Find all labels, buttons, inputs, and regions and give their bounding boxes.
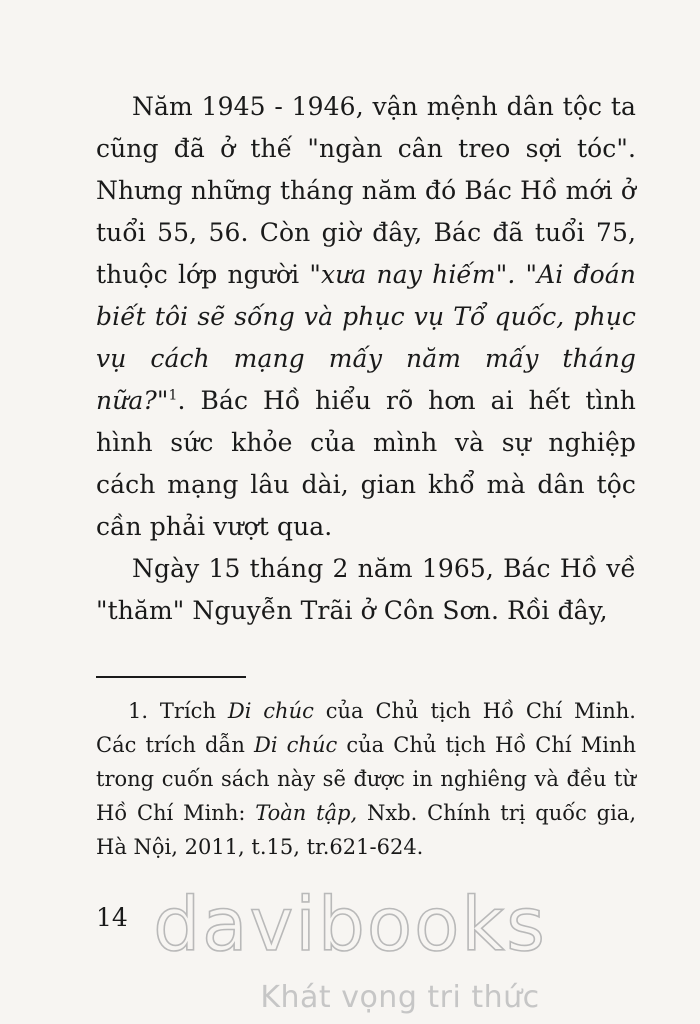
footnote-text-b: của Chủ tịch Hồ Chí Minh. Các trích dẫn	[96, 699, 636, 757]
paragraph-1-text-a: Năm 1945 - 1946, vận mệnh dân tộc ta cũng đã ở thế "ngàn cân treo sợi tóc". Nhưng những tháng năm đó Bác Hồ mới ở tuổi 55, 56. Còn giờ đây, Bác đã tuổi 75, thuộc lớp người	[96, 92, 636, 289]
footnote-italic-b: Di chúc	[254, 733, 338, 757]
footnote-text-c: của Chủ tịch Hồ Chí Minh trong cuốn sách này sẽ được in nghiêng và đều từ Hồ Chí Minh:	[96, 733, 636, 825]
paragraph-1	[96, 86, 636, 548]
main-text	[96, 86, 636, 632]
paragraph-2: Ngày 15 tháng 2 năm 1965, Bác Hồ về "thăm" Nguyễn Trãi ở Côn Sơn. Rồi đây,	[96, 554, 636, 625]
watermark-tagline: Khát vọng tri thức	[260, 980, 540, 1015]
paragraph-1-quote: "xưa nay hiếm". "Ai đoán biết tôi sẽ sống và phục vụ Tổ quốc, phục vụ cách mạng mấy năm mấy tháng nữa?"	[96, 260, 636, 415]
watermark-brand: davibooks	[153, 882, 547, 968]
footnote-text-a: 1. Trích	[128, 699, 228, 723]
footnote	[96, 694, 636, 864]
footnote-italic-a: Di chúc	[227, 699, 314, 723]
page-number: 14	[96, 903, 128, 932]
paragraph-1-text-b: . Bác Hồ hiểu rõ hơn ai hết tình hình sức khỏe của mình và sự nghiệp cách mạng lâu dài, gian khổ mà dân tộc cần phải vượt qua.	[96, 386, 636, 541]
footnote-divider	[96, 676, 246, 678]
footnote-text-d: Nxb. Chính trị quốc gia, Hà Nội, 2011, t.15, tr.621-624.	[96, 801, 636, 859]
footnote-ref: 1	[168, 387, 178, 404]
footnote-italic-c: Toàn tập,	[255, 801, 358, 825]
